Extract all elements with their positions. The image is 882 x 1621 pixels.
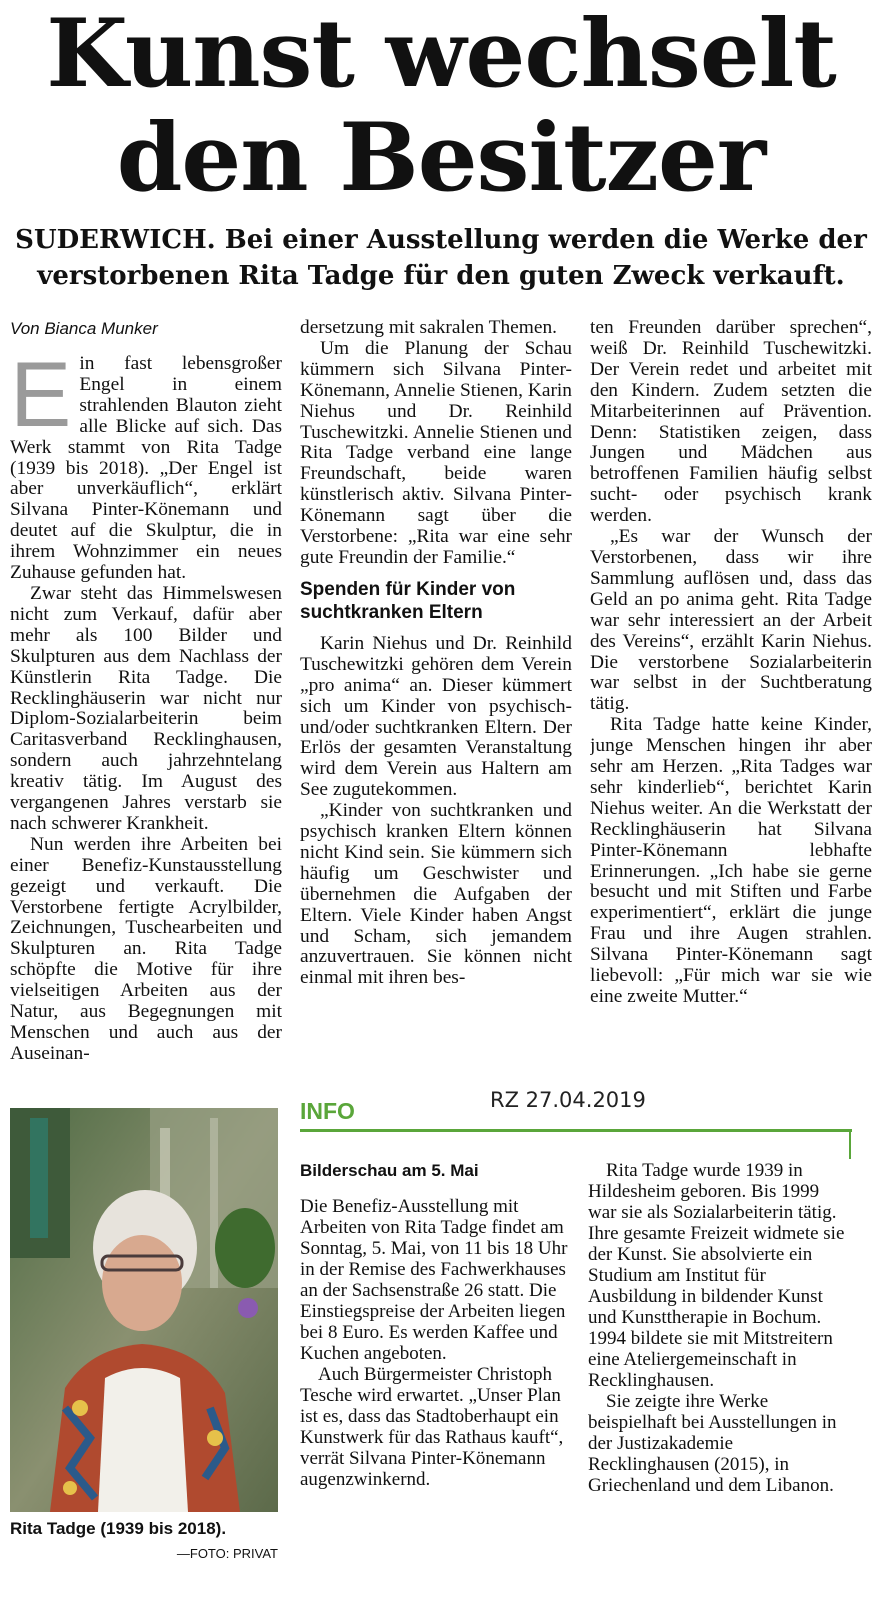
info-label: INFO <box>300 1098 355 1124</box>
headline <box>0 0 882 213</box>
headline-line-2: den Besitzer <box>116 103 766 213</box>
paragraph: Um die Planung der Schau kümmern sich Silvana Pinter-Könemann, Annelie Stienen, Karin Niehus und Dr. Reinhild Tuschewitzki. Annelie Stienen und Rita Tadge verband eine lange Freundschaft, beide waren künstlerisch aktiv. Silvana Pinter-Könemann sagt über die Verstorbene: „Rita war eine sehr gute Freundin der Familie.“ <box>300 337 572 568</box>
paragraph: „Kinder von suchtkranken und psychisch kranken Eltern können nicht Kind sein. Sie kümmern sich häufig um Geschwister und übernehmen die Aufgaben der Eltern. Viele Kinder haben Angst und Scham, sich jemandem anzuvertrauen. Sie können nicht einmal mit ihren bes- <box>300 800 572 989</box>
info-divider <box>300 1129 852 1132</box>
paragraph: dersetzung mit sakralen Themen. <box>300 318 558 338</box>
paragraph: Karin Niehus und Dr. Reinhild Tuschewitzki gehören dem Verein „pro anima“ an. Dieser kümmert sich um Kinder von psychisch- und/oder suchtkranken Eltern. Der Erlös der gesamten Veranstaltung wird dem Verein aus Haltern am See zugutekommen. <box>300 632 572 801</box>
subheadline-line-2: verstorbenen Rita Tadge für den guten Zweck verkauft. <box>37 261 845 291</box>
info-title: Bilderschau am 5. Mai <box>300 1161 479 1180</box>
date-stamp: RZ 27.04.2019 <box>490 1088 646 1112</box>
info-paragraph: Die Benefiz-Ausstellung mit Arbeiten von Rita Tadge findet am Sonntag, 5. Mai, von 11 bis 18 Uhr in der Remise des Fachwerkhauses an der Sachsenstraße 26 statt. Die Einstiegspreise der Arbeiten liegen bei 8 Euro. Es werden Kaffee und Kuchen angeboten. <box>300 1196 568 1364</box>
info-column-2 <box>588 1160 852 1620</box>
info-paragraph: Rita Tadge wurde 1939 in Hildesheim geboren. Bis 1999 war sie als Sozialarbeiterin tätig. Ihre gesamte Freizeit widmete sie der Kunst. Sie absolvierte ein Studium am Institut für Ausbildung in bildender Kunst und Kunsttherapie in Bochum. 1994 bildete sie mit Mitstreitern eine Ateliergemeinschaft in Recklinghausen. <box>588 1160 845 1391</box>
article-column-3 <box>590 318 872 1108</box>
portrait-photo-image <box>10 1108 278 1512</box>
info-divider-corner <box>849 1129 851 1159</box>
paragraph: in fast lebensgroßer Engel in einem strahlenden Blauton zieht alle Blicke auf sich. Das Werk stammt von Rita Tadge (1939 bis 2018). „Der Engel ist aber unverkäuflich“, erklärt Silvana Pinter-Könemann und deutet auf die Skulptur, die in ihrem Wohnzimmer ein neues Zuhause gefunden hat. <box>10 353 282 584</box>
byline: Von Bianca Munker <box>10 319 158 338</box>
headline-line-1: Kunst wechselt <box>46 0 836 109</box>
paragraph: Nun werden ihre Arbeiten bei einer Benefiz-Kunstausstellung gezeigt und verkauft. Die Verstorbene fertigte Acrylbilder, Zeichnungen, Tuschearbeiten und Skulpturen an. Rita Tadge schöpfte die Motive für ihre vielseitigen Arbeiten aus der Natur, aus Begegnungen mit Menschen und auch aus der Auseinan- <box>10 833 282 1064</box>
info-paragraph: Auch Bürgermeister Christoph Tesche wird erwartet. „Unser Plan ist es, dass das Stadtoberhaupt ein Kunstwerk für das Rathaus kauft“, verrät Silvana Pinter-Könemann augenzwinkernd. <box>300 1364 564 1490</box>
paragraph: Rita Tadge hatte keine Kinder, junge Menschen hingen ihr aber sehr am Herzen. „Rita Tadges war sehr kinderlieb“, berichtet Karin Niehus weiter. An die Werkstatt der Recklinghäuserin hat Silvana Pinter-Könemann lebhafte Erinnerungen. „Ich habe sie gerne besucht und mit Stiften und Farbe experimentiert“, erklärt die junge Frau und ihre Augen strahlen. Silvana Pinter-Könemann sagt liebevoll: „Für mich war sie wie eine zweite Mutter.“ <box>590 714 872 1007</box>
photo-caption: Rita Tadge (1939 bis 2018). <box>10 1519 227 1538</box>
paragraph: Zwar steht das Himmelswesen nicht zum Verkauf, dafür aber mehr als 100 Bilder und Skulpturen aus dem Nachlass der Künstlerin Rita Tadge. Die Recklinghäuserin war nicht nur Diplom-Sozialarbeiterin beim Caritasverband Recklinghausen, sondern auch jahrzehntelang kreativ tätig. Im August des vergangenen Jahres verstarb sie nach schwerer Krankheit. <box>10 582 282 834</box>
dropcap: E <box>10 344 72 446</box>
paragraph: „Es war der Wunsch der Verstorbenen, dass wir ihre Sammlung auflösen und, dass das Geld an po anima geht. Rita Tadge war sehr interessiert an der Arbeit des Vereins“, erzählt Karin Niehus. Die verstorbene Sozialarbeiterin war selbst in der Suchtberatung tätig. <box>590 526 872 715</box>
subheadline-line-1: SUDERWICH. Bei einer Ausstellung werden die Werke der <box>15 225 867 255</box>
info-paragraph: Sie zeigte ihre Werke beispielhaft bei Ausstellungen in der Justizakademie Recklinghausen (2015), in Griechenland und dem Libanon. <box>588 1391 837 1496</box>
subheadline <box>0 222 882 294</box>
info-column-1 <box>300 1160 572 1620</box>
photo-credit: —FOTO: PRIVAT <box>176 1546 278 1561</box>
portrait-photo <box>10 1108 278 1512</box>
section-subtitle: Spenden für Kinder von suchtkranken Eltern <box>300 578 516 623</box>
article-column-1 <box>10 318 282 1123</box>
article-column-2 <box>300 318 572 1108</box>
paragraph: ten Freunden darüber sprechen“, weiß Dr. Reinhild Tuschewitzki. Der Verein redet und arbeitet mit den Kindern. Zudem setzten die Mitarbeiterinnen auf Prävention. Denn: Statistiken zeigen, dass Jungen und Mädchen aus betroffenen Familien häufig selbst sucht- oder psychisch krank werden. <box>590 318 872 527</box>
